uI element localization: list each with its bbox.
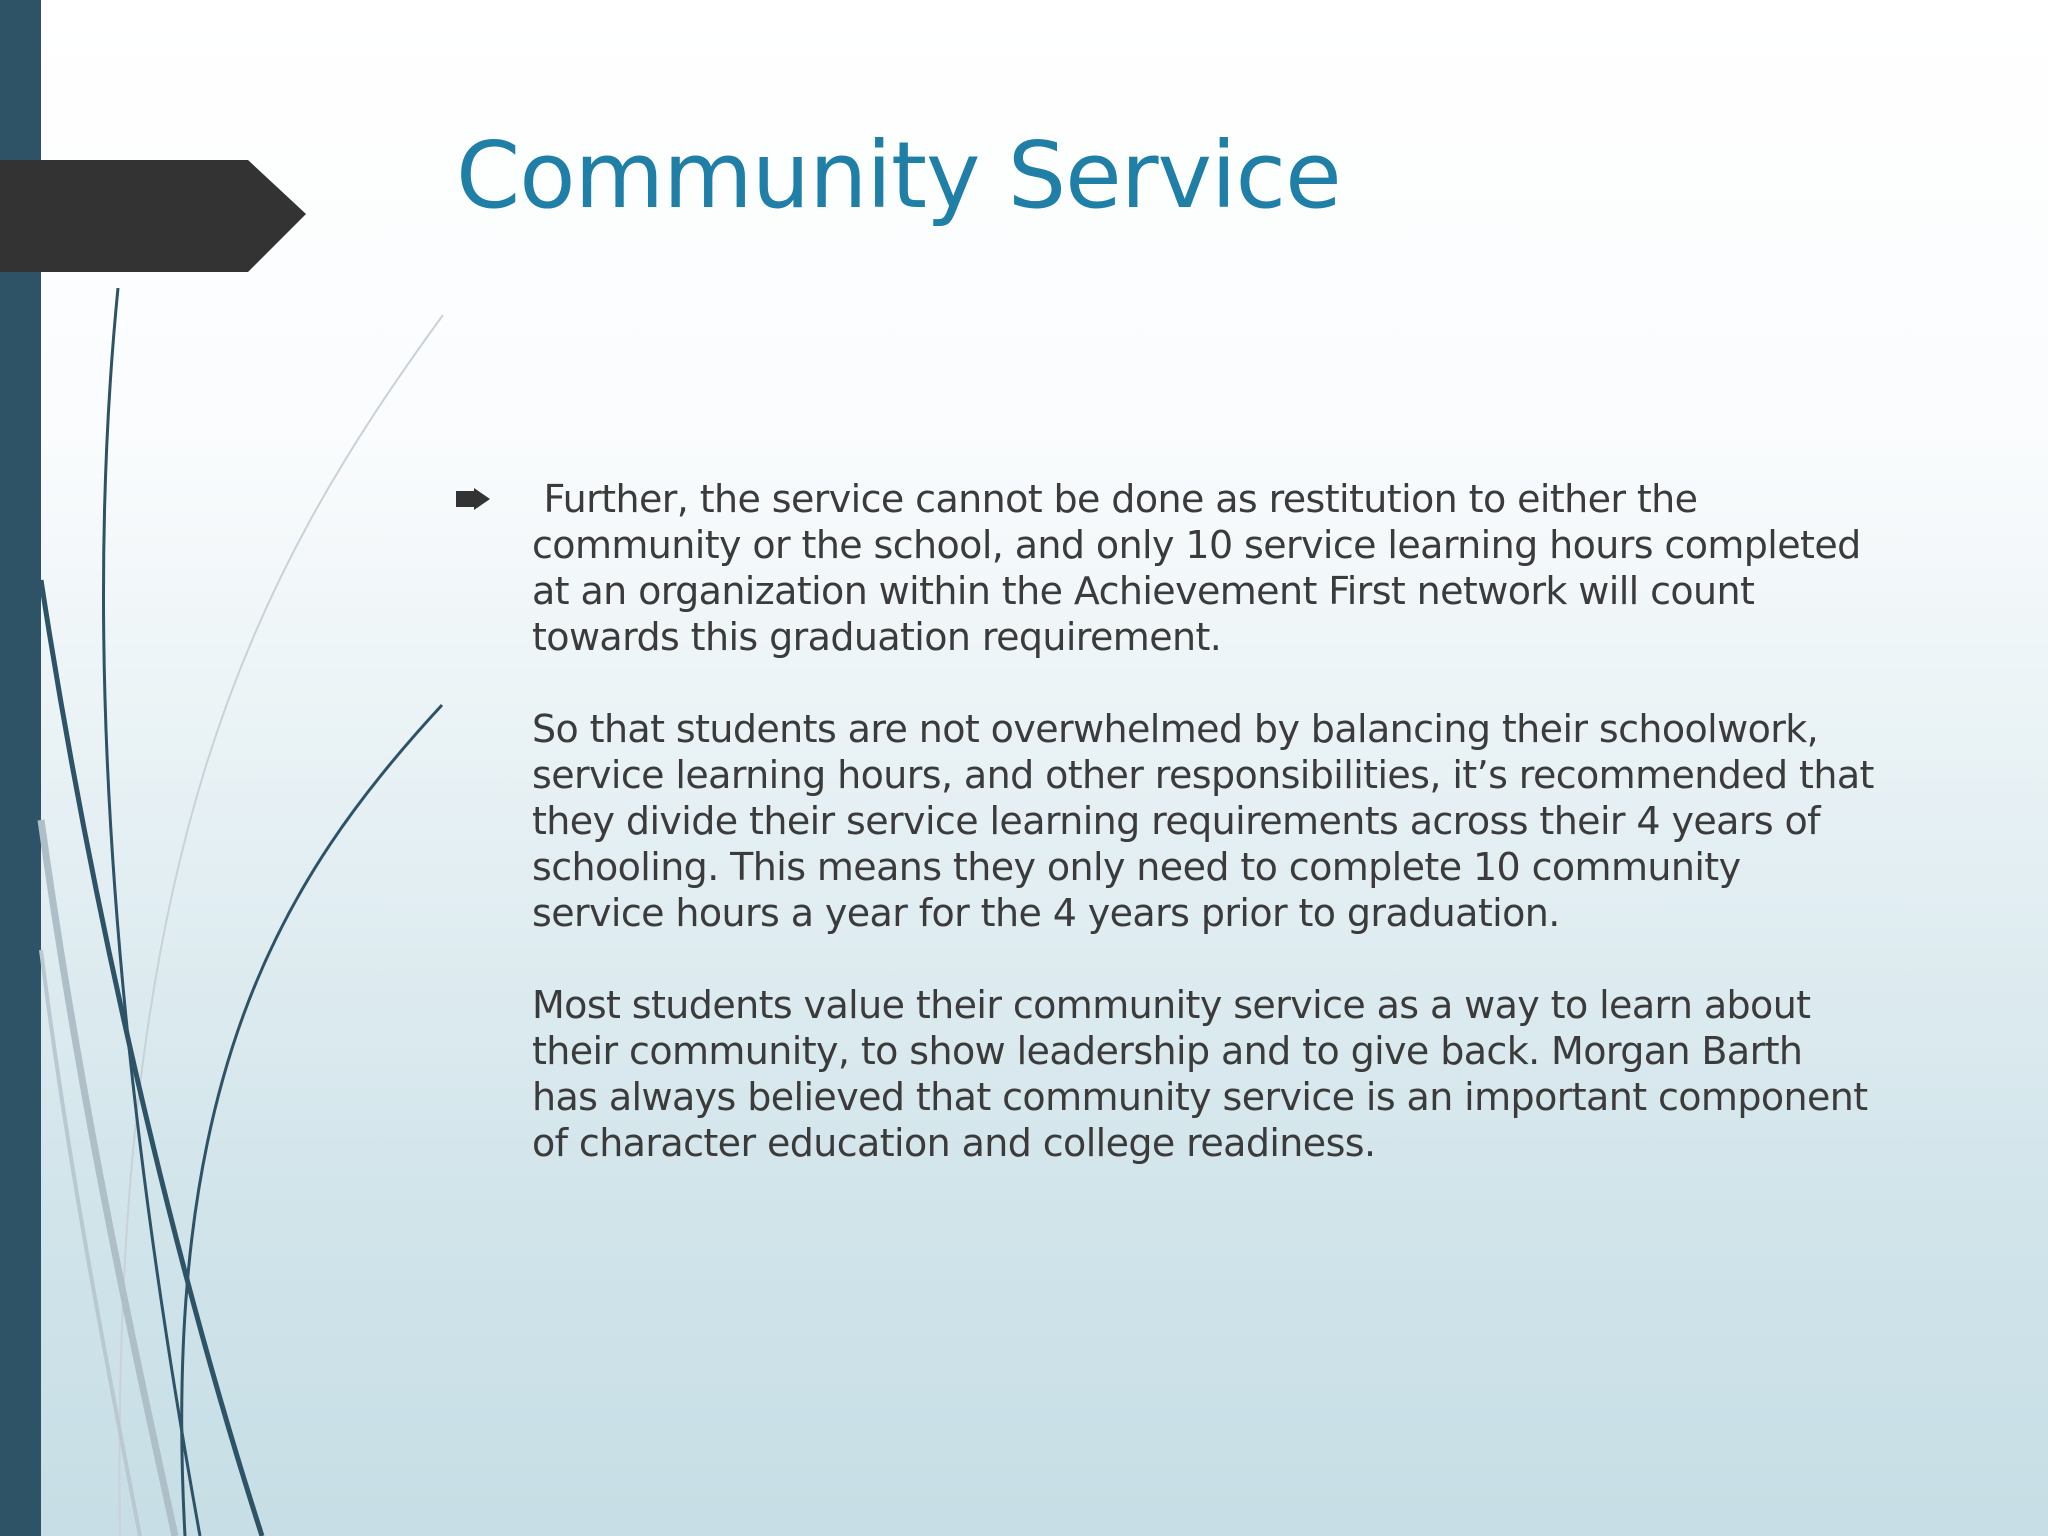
text-line: of character education and college readiness.	[532, 1121, 1376, 1165]
text-line: has always believed that community service is an important component	[532, 1075, 1868, 1119]
text-line: community or the school, and only 10 service learning hours completed	[532, 523, 1861, 567]
text-line: So that students are not overwhelmed by balancing their schoolwork,	[532, 707, 1819, 751]
bullet-body-text	[532, 476, 1896, 1212]
text-line: Most students value their community service as a way to learn about	[532, 983, 1811, 1027]
text-line: service learning hours, and other responsibilities, it’s recommended that	[532, 753, 1874, 797]
text-line: schooling. This means they only need to complete 10 community	[532, 845, 1741, 889]
swoosh-dark-1	[103, 288, 200, 1536]
text-line: at an organization within the Achievement First network will count	[532, 569, 1755, 613]
paragraph-3	[532, 982, 1896, 1166]
arrow-bullet-icon	[456, 488, 490, 510]
swoosh-light-2	[41, 820, 175, 1536]
slide-title: Community Service	[456, 122, 1341, 229]
arrow-tab-shape	[0, 160, 306, 272]
paragraph-2	[532, 706, 1896, 936]
swoosh-dark-3	[182, 705, 442, 1536]
text-line: their community, to show leadership and to give back. Morgan Barth	[532, 1029, 1803, 1073]
text-line: service hours a year for the 4 years prior to graduation.	[532, 891, 1560, 935]
text-line: Further, the service cannot be done as restitution to either the	[532, 477, 1698, 521]
paragraph-1	[532, 476, 1896, 660]
text-line: towards this graduation requirement.	[532, 615, 1222, 659]
text-line: they divide their service learning requirements across their 4 years of	[532, 799, 1820, 843]
